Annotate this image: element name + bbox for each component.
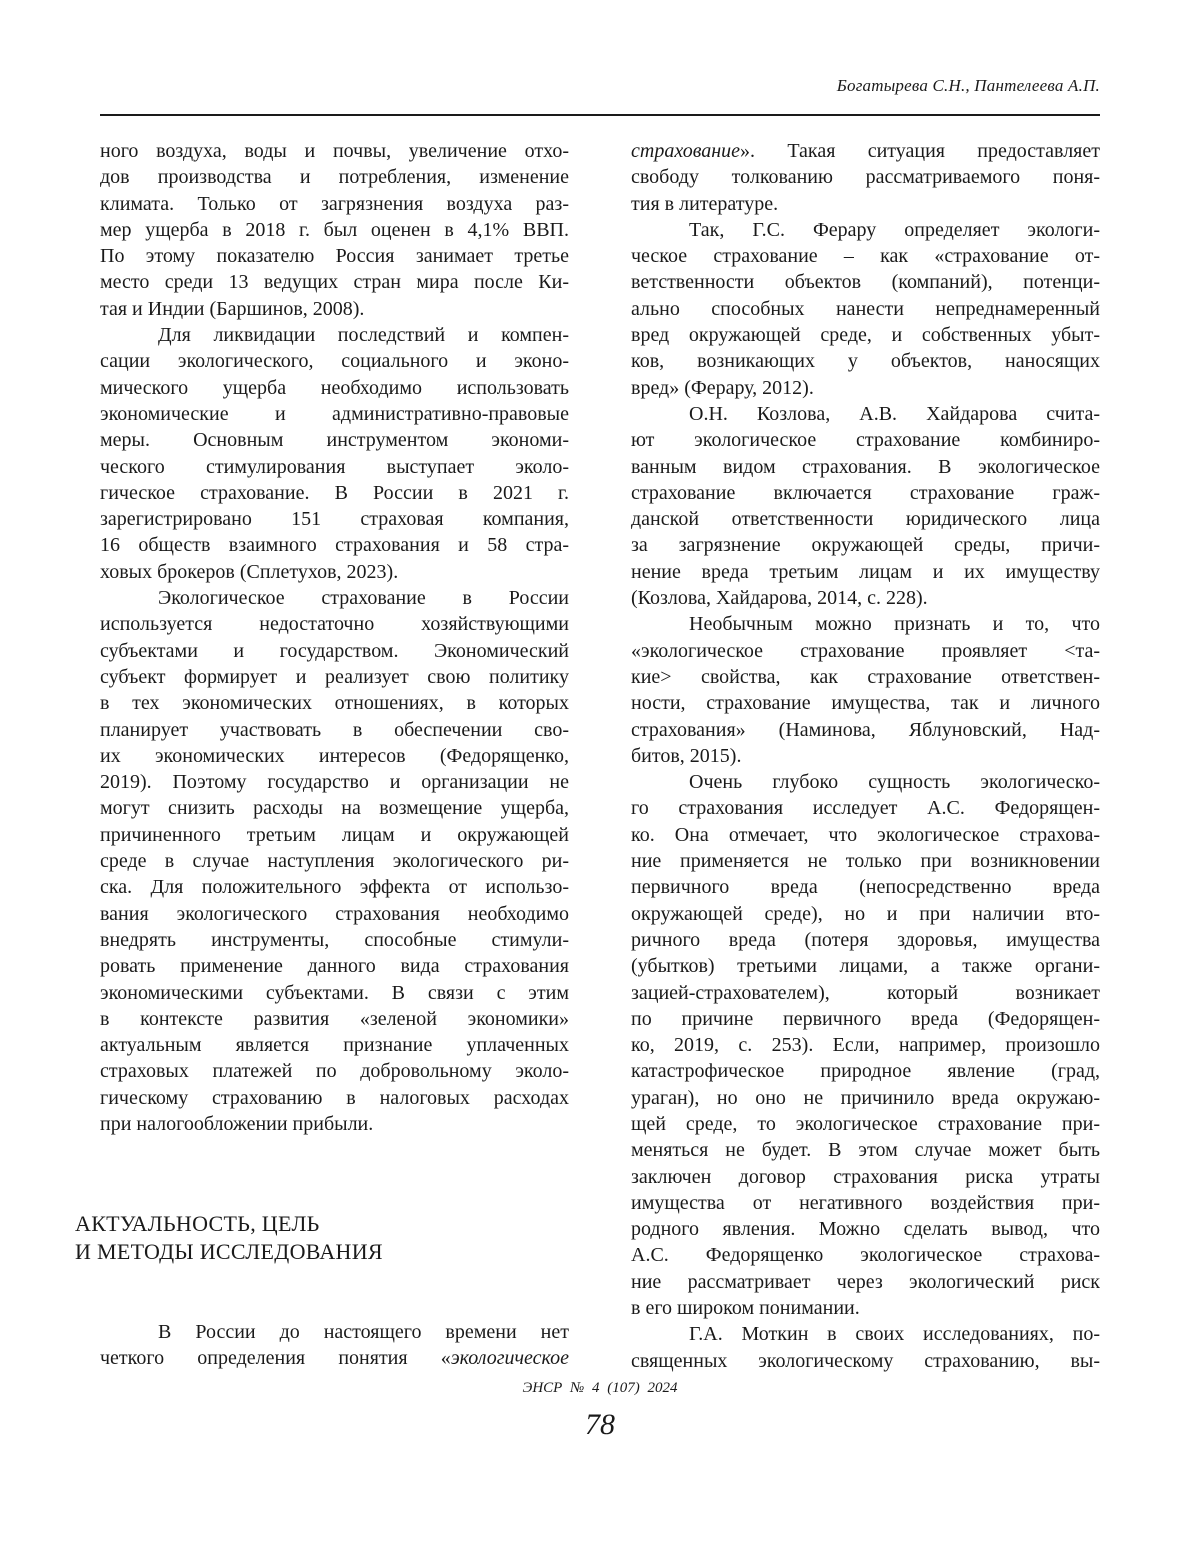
- left-column: [100, 138, 569, 1137]
- text-line: го страхования исследует А.С. Федорящен-: [631, 795, 1100, 821]
- text-line: катастрофическое природное явление (град,: [631, 1058, 1100, 1084]
- section-heading: [75, 1210, 383, 1266]
- running-header-authors: Богатырева С.Н., Пантелеева А.П.: [837, 76, 1100, 96]
- text-line: нение вреда третьим лицам и их имуществу: [631, 559, 1100, 585]
- text-line: Для ликвидации последствий и компен-: [100, 322, 569, 348]
- text-line: ричного вреда (потеря здоровья, имущества: [631, 927, 1100, 953]
- text-line: вред» (Ферару, 2012).: [631, 375, 1100, 401]
- text-line: планирует участвовать в обеспечении сво-: [100, 717, 569, 743]
- text-line: их экономических интересов (Федорященко,: [100, 743, 569, 769]
- italic-term: страхование: [631, 140, 740, 162]
- text-line: зацией-страхователем), который возникает: [631, 980, 1100, 1006]
- text-line: Так, Г.С. Ферару определяет экологи-: [631, 217, 1100, 243]
- text-line: имущества от негативного воздействия при-: [631, 1190, 1100, 1216]
- text-line: вред окружающей среде, и собственных убыт-: [631, 322, 1100, 348]
- text-line: (Козлова, Хайдарова, 2014, с. 228).: [631, 585, 1100, 611]
- text-line: битов, 2015).: [631, 743, 1100, 769]
- header-rule: [100, 114, 1100, 116]
- text-line: ков, возникающих у объектов, наносящих: [631, 348, 1100, 374]
- text-line: Г.А. Моткин в своих исследованиях, по-: [631, 1321, 1100, 1347]
- text-line: 16 обществ взаимного страхования и 58 стра-: [100, 532, 569, 558]
- italic-term: экологическое: [451, 1347, 569, 1369]
- text-line: внедрять инструменты, способные стимули-: [100, 927, 569, 953]
- text-line: [100, 1345, 569, 1371]
- text-line: ко, 2019, с. 253). Если, например, произошло: [631, 1032, 1100, 1058]
- text-line: страхования» (Наминова, Яблуновский, Над-: [631, 717, 1100, 743]
- text-line: ураган), но оно не причинило вреда окружаю-: [631, 1085, 1100, 1111]
- text-line: О.Н. Козлова, А.В. Хайдарова счита-: [631, 401, 1100, 427]
- text-line: могут снизить расходы на возмещение ущерба,: [100, 795, 569, 821]
- text-line: священных экологическому страхованию, вы-: [631, 1348, 1100, 1374]
- section-heading-line: АКТУАЛЬНОСТЬ, ЦЕЛЬ: [75, 1210, 383, 1238]
- text-line: Очень глубоко сущность экологическо-: [631, 769, 1100, 795]
- text-line: сации экологического, социального и эконо-: [100, 348, 569, 374]
- text-line: щей среде, то экологическое страхование при-: [631, 1111, 1100, 1137]
- text-line: экономическими субъектами. В связи с этим: [100, 980, 569, 1006]
- text-line: Экологическое страхование в России: [100, 585, 569, 611]
- text-line: в его широком понимании.: [631, 1295, 1100, 1321]
- text-line: в тех экономических отношениях, в которых: [100, 690, 569, 716]
- text-line: «экологическое страхование проявляет <та-: [631, 638, 1100, 664]
- text-line: первичного вреда (непосредственно вреда: [631, 874, 1100, 900]
- text-line: [631, 138, 1100, 164]
- text-line: ровать применение данного вида страхования: [100, 953, 569, 979]
- journal-issue: ЭНСР № 4 (107) 2024: [0, 1380, 1200, 1397]
- text-line: Необычным можно признать и то, что: [631, 611, 1100, 637]
- text-line: страховых платежей по добровольному эколо-: [100, 1058, 569, 1084]
- text-line: субъектами и государством. Экономический: [100, 638, 569, 664]
- text-line: А.С. Федорященко экологическое страхова-: [631, 1242, 1100, 1268]
- text-line: кие> свойства, как страхование ответствен-: [631, 664, 1100, 690]
- text-line: ально способных нанести непреднамеренный: [631, 296, 1100, 322]
- text-line: климата. Только от загрязнения воздуха раз-: [100, 191, 569, 217]
- section-intro: [100, 1319, 569, 1372]
- text-line: субъект формирует и реализует свою политику: [100, 664, 569, 690]
- text-line: ческого стимулирования выступает эколо-: [100, 454, 569, 480]
- text-line: зарегистрировано 151 страховая компания,: [100, 506, 569, 532]
- text-line: ховых брокеров (Сплетухов, 2023).: [100, 559, 569, 585]
- text-line: ют экологическое страхование комбиниро-: [631, 427, 1100, 453]
- section-heading-line: И МЕТОДЫ ИССЛЕДОВАНИЯ: [75, 1238, 383, 1266]
- text-line: ние применяется не только при возникновении: [631, 848, 1100, 874]
- text-line: причиненного третьим лицам и окружающей: [100, 822, 569, 848]
- right-column: [631, 138, 1100, 1374]
- page-number: 78: [0, 1408, 1200, 1442]
- text-span: ». Такая ситуация предоставляет: [740, 140, 1100, 162]
- text-span: четкого определения понятия «: [100, 1347, 451, 1369]
- text-line: ности, страхование имущества, так и личного: [631, 690, 1100, 716]
- text-line: мер ущерба в 2018 г. был оценен в 4,1% ВВП.: [100, 217, 569, 243]
- text-line: меры. Основным инструментом экономи-: [100, 427, 569, 453]
- text-line: данской ответственности юридического лица: [631, 506, 1100, 532]
- text-line: за загрязнение окружающей среды, причи-: [631, 532, 1100, 558]
- text-line: в контексте развития «зеленой экономики»: [100, 1006, 569, 1032]
- text-line: заключен договор страхования риска утраты: [631, 1164, 1100, 1190]
- text-line: меняться не будет. В этом случае может быть: [631, 1137, 1100, 1163]
- text-line: вания экологического страхования необходимо: [100, 901, 569, 927]
- text-line: гическое страхование. В России в 2021 г.: [100, 480, 569, 506]
- text-line: страхование включается страхование граж-: [631, 480, 1100, 506]
- text-line: тия в литературе.: [631, 191, 1100, 217]
- text-line: В России до настоящего времени нет: [100, 1319, 569, 1345]
- text-line: ние рассматривает через экологический риск: [631, 1269, 1100, 1295]
- text-line: По этому показателю Россия занимает третье: [100, 243, 569, 269]
- text-line: по причине первичного вреда (Федорящен-: [631, 1006, 1100, 1032]
- text-line: ного воздуха, воды и почвы, увеличение отхо-: [100, 138, 569, 164]
- text-line: родного явления. Можно сделать вывод, что: [631, 1216, 1100, 1242]
- text-line: окружающей среде), но и при наличии вто-: [631, 901, 1100, 927]
- text-line: используется недостаточно хозяйствующими: [100, 611, 569, 637]
- text-line: место среди 13 ведущих стран мира после Ки-: [100, 269, 569, 295]
- text-line: мического ущерба необходимо использовать: [100, 375, 569, 401]
- text-line: ко. Она отмечает, что экологическое страхова-: [631, 822, 1100, 848]
- text-line: ванным видом страхования. В экологическое: [631, 454, 1100, 480]
- text-line: (убытков) третьими лицами, а также органи-: [631, 953, 1100, 979]
- text-line: актуальным является признание уплаченных: [100, 1032, 569, 1058]
- text-line: 2019). Поэтому государство и организации не: [100, 769, 569, 795]
- text-line: ска. Для положительного эффекта от использо-: [100, 874, 569, 900]
- text-line: экономические и административно-правовые: [100, 401, 569, 427]
- text-line: гическому страхованию в налоговых расходах: [100, 1085, 569, 1111]
- text-line: дов производства и потребления, изменение: [100, 164, 569, 190]
- text-line: ческое страхование – как «страхование от-: [631, 243, 1100, 269]
- text-line: среде в случае наступления экологического ри-: [100, 848, 569, 874]
- text-line: ветственности объектов (компаний), потенци-: [631, 269, 1100, 295]
- text-line: тая и Индии (Баршинов, 2008).: [100, 296, 569, 322]
- text-line: свободу толкованию рассматриваемого поня-: [631, 164, 1100, 190]
- text-line: при налогообложении прибыли.: [100, 1111, 569, 1137]
